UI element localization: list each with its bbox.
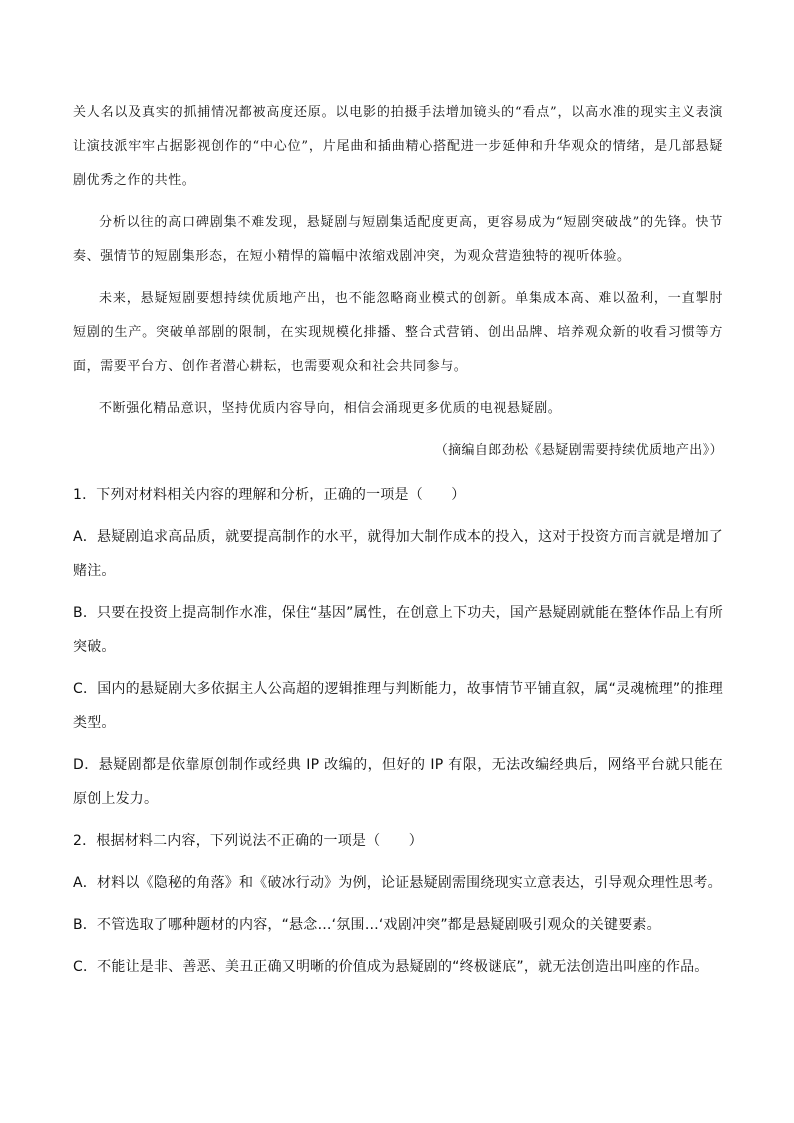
material-paragraph: 未来，悬疑短剧要想持续优质地产出，也不能忽略商业模式的创新。单集成本高、难以盈利，一直掣肘短剧的生产。突破单部剧的限制，在实现规模化排播、整合式营销、创出品牌、培养观众新的收看习惯等方面，需要平台方、创作者潜心耕耘，也需要观众和社会共同参与。: [73, 291, 723, 374]
question-2-option-b: B．不管选取了哪种题材的内容，“悬念…‘氛围…‘戏剧冲突”都是悬疑剧吸引观众的关键要素。: [73, 917, 661, 933]
question-1-option-b: B．只要在投资上提高制作水准，保住“基因”属性，在创意上下功夫，国产悬疑剧就能在整体作品上有所突破。: [73, 605, 723, 655]
question-1-option-a: A．悬疑剧追求高品质，就要提高制作的水平，就得加大制作成本的投入，这对于投资方而言就是增加了赌注。: [73, 529, 723, 579]
question-1-option-d: D．悬疑剧都是依靠原创制作或经典 IP 改编的，但好的 IP 有限，无法改编经典后，网络平台就只能在原创上发力。: [73, 757, 723, 807]
reading-material: [73, 96, 723, 476]
material-paragraph: 分析以往的高口碑剧集不难发现，悬疑剧与短剧集适配度更高，更容易成为“短剧突破战”的先锋。快节奏、强情节的短剧集形态，在短小精悍的篇幅中浓缩戏剧冲突，为观众营造独特的视听体验。: [73, 215, 723, 264]
material-paragraph: 关人名以及真实的抓捕情况都被高度还原。以电影的拍摄手法增加镜头的“看点”，以高水准的现实主义表演让演技派牢牢占据影视创作的“中心位”，片尾曲和插曲精心搭配进一步延伸和升华观众的情绪，是几部悬疑剧优秀之作的共性。: [73, 105, 723, 188]
source-citation: （摘编自郎劲松《悬疑剧需要持续优质地产出》）: [434, 443, 723, 458]
question-2-option-c: C．不能让是非、善恶、美丑正确又明晰的价值成为悬疑剧的“终极谜底”，就无法创造出叫座的作品。: [73, 959, 709, 975]
question-2-stem: 2．根据材料二内容，下列说法不正确的一项是（ ）: [73, 833, 423, 849]
question-1-option-c: C．国内的悬疑剧大多依据主人公高超的逻辑推理与判断能力，故事情节平铺直叙，属“灵魂梳理”的推理类型。: [73, 681, 723, 731]
question-2-option-a: A．材料以《隐秘的角落》和《破冰行动》为例，论证悬疑剧需围绕现实立意表达，引导观众理性思考。: [73, 875, 722, 891]
material-paragraph: 不断强化精品意识，坚持优质内容导向，相信会涌现更多优质的电视悬疑剧。: [99, 401, 562, 416]
question-section: [73, 478, 723, 992]
question-1-stem: 1．下列对材料相关内容的理解和分析，正确的一项是（ ）: [73, 487, 466, 503]
